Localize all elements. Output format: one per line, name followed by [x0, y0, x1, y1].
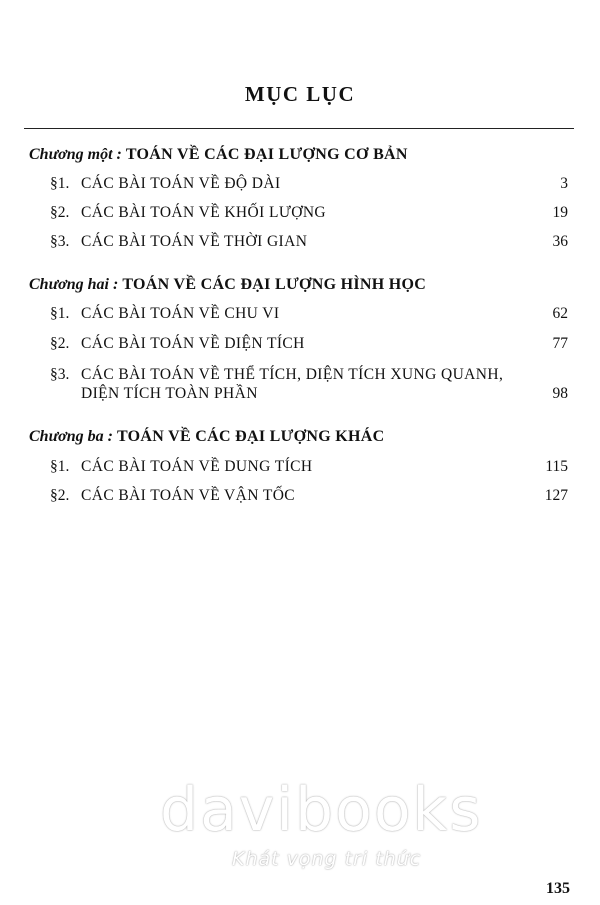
section-title: CÁC BÀI TOÁN VỀ DIỆN TÍCH [81, 335, 305, 352]
section-number: §1. [50, 458, 70, 475]
page-number: 135 [546, 880, 570, 897]
toc-entry[interactable] [50, 335, 568, 353]
chapter-heading-1 [29, 146, 408, 164]
section-title: CÁC BÀI TOÁN VỀ THỜI GIAN [81, 233, 308, 250]
chapter-heading-3 [29, 428, 385, 446]
section-number: §2. [50, 335, 70, 352]
chapter-name: TOÁN VỀ CÁC ĐẠI LƯỢNG KHÁC [116, 428, 385, 445]
section-number: §1. [50, 305, 70, 322]
chapter-label: Chương ba : [29, 428, 113, 445]
section-number: §3. [50, 366, 70, 383]
chapter-label: Chương một : [29, 146, 122, 163]
watermark-tagline: Khát vọng tri thức [232, 848, 422, 870]
toc-entry[interactable] [50, 204, 568, 222]
toc-entry[interactable] [50, 458, 568, 476]
section-title: CÁC BÀI TOÁN VỀ KHỐI LƯỢNG [81, 204, 327, 221]
watermark-logo: davibooks [160, 775, 483, 845]
section-page: 98 [552, 385, 568, 402]
section-page: 115 [545, 458, 568, 475]
toc-entry[interactable] [50, 487, 568, 505]
section-title-continued: DIỆN TÍCH TOÀN PHẦN [81, 385, 258, 402]
section-title: CÁC BÀI TOÁN VỀ CHU VI [81, 305, 280, 322]
section-number: §2. [50, 487, 70, 504]
section-title: CÁC BÀI TOÁN VỀ DUNG TÍCH [81, 458, 313, 475]
title-rule [24, 128, 574, 129]
toc-entry[interactable] [50, 175, 568, 193]
toc-title: MỤC LỤC [244, 82, 356, 106]
section-number: §3. [50, 233, 70, 250]
section-page: 3 [560, 175, 568, 192]
section-page: 77 [552, 335, 568, 352]
toc-entry[interactable] [50, 233, 568, 251]
chapter-name: TOÁN VỀ CÁC ĐẠI LƯỢNG CƠ BẢN [125, 146, 408, 163]
section-number: §1. [50, 175, 70, 192]
section-page: 36 [552, 233, 568, 250]
section-title: CÁC BÀI TOÁN VỀ VẬN TỐC [81, 487, 296, 504]
toc-entry[interactable] [50, 366, 568, 402]
toc-entry[interactable] [50, 305, 568, 323]
chapter-label: Chương hai : [29, 276, 119, 293]
chapter-name: TOÁN VỀ CÁC ĐẠI LƯỢNG HÌNH HỌC [122, 276, 427, 293]
section-page: 19 [552, 204, 568, 221]
section-title: CÁC BÀI TOÁN VỀ ĐỘ DÀI [81, 175, 281, 192]
section-title: CÁC BÀI TOÁN VỀ THỂ TÍCH, DIỆN TÍCH XUNG QUANH, [81, 366, 504, 383]
section-page: 62 [552, 305, 568, 322]
chapter-heading-2 [29, 276, 426, 294]
section-number: §2. [50, 204, 70, 221]
section-page: 127 [544, 487, 568, 504]
